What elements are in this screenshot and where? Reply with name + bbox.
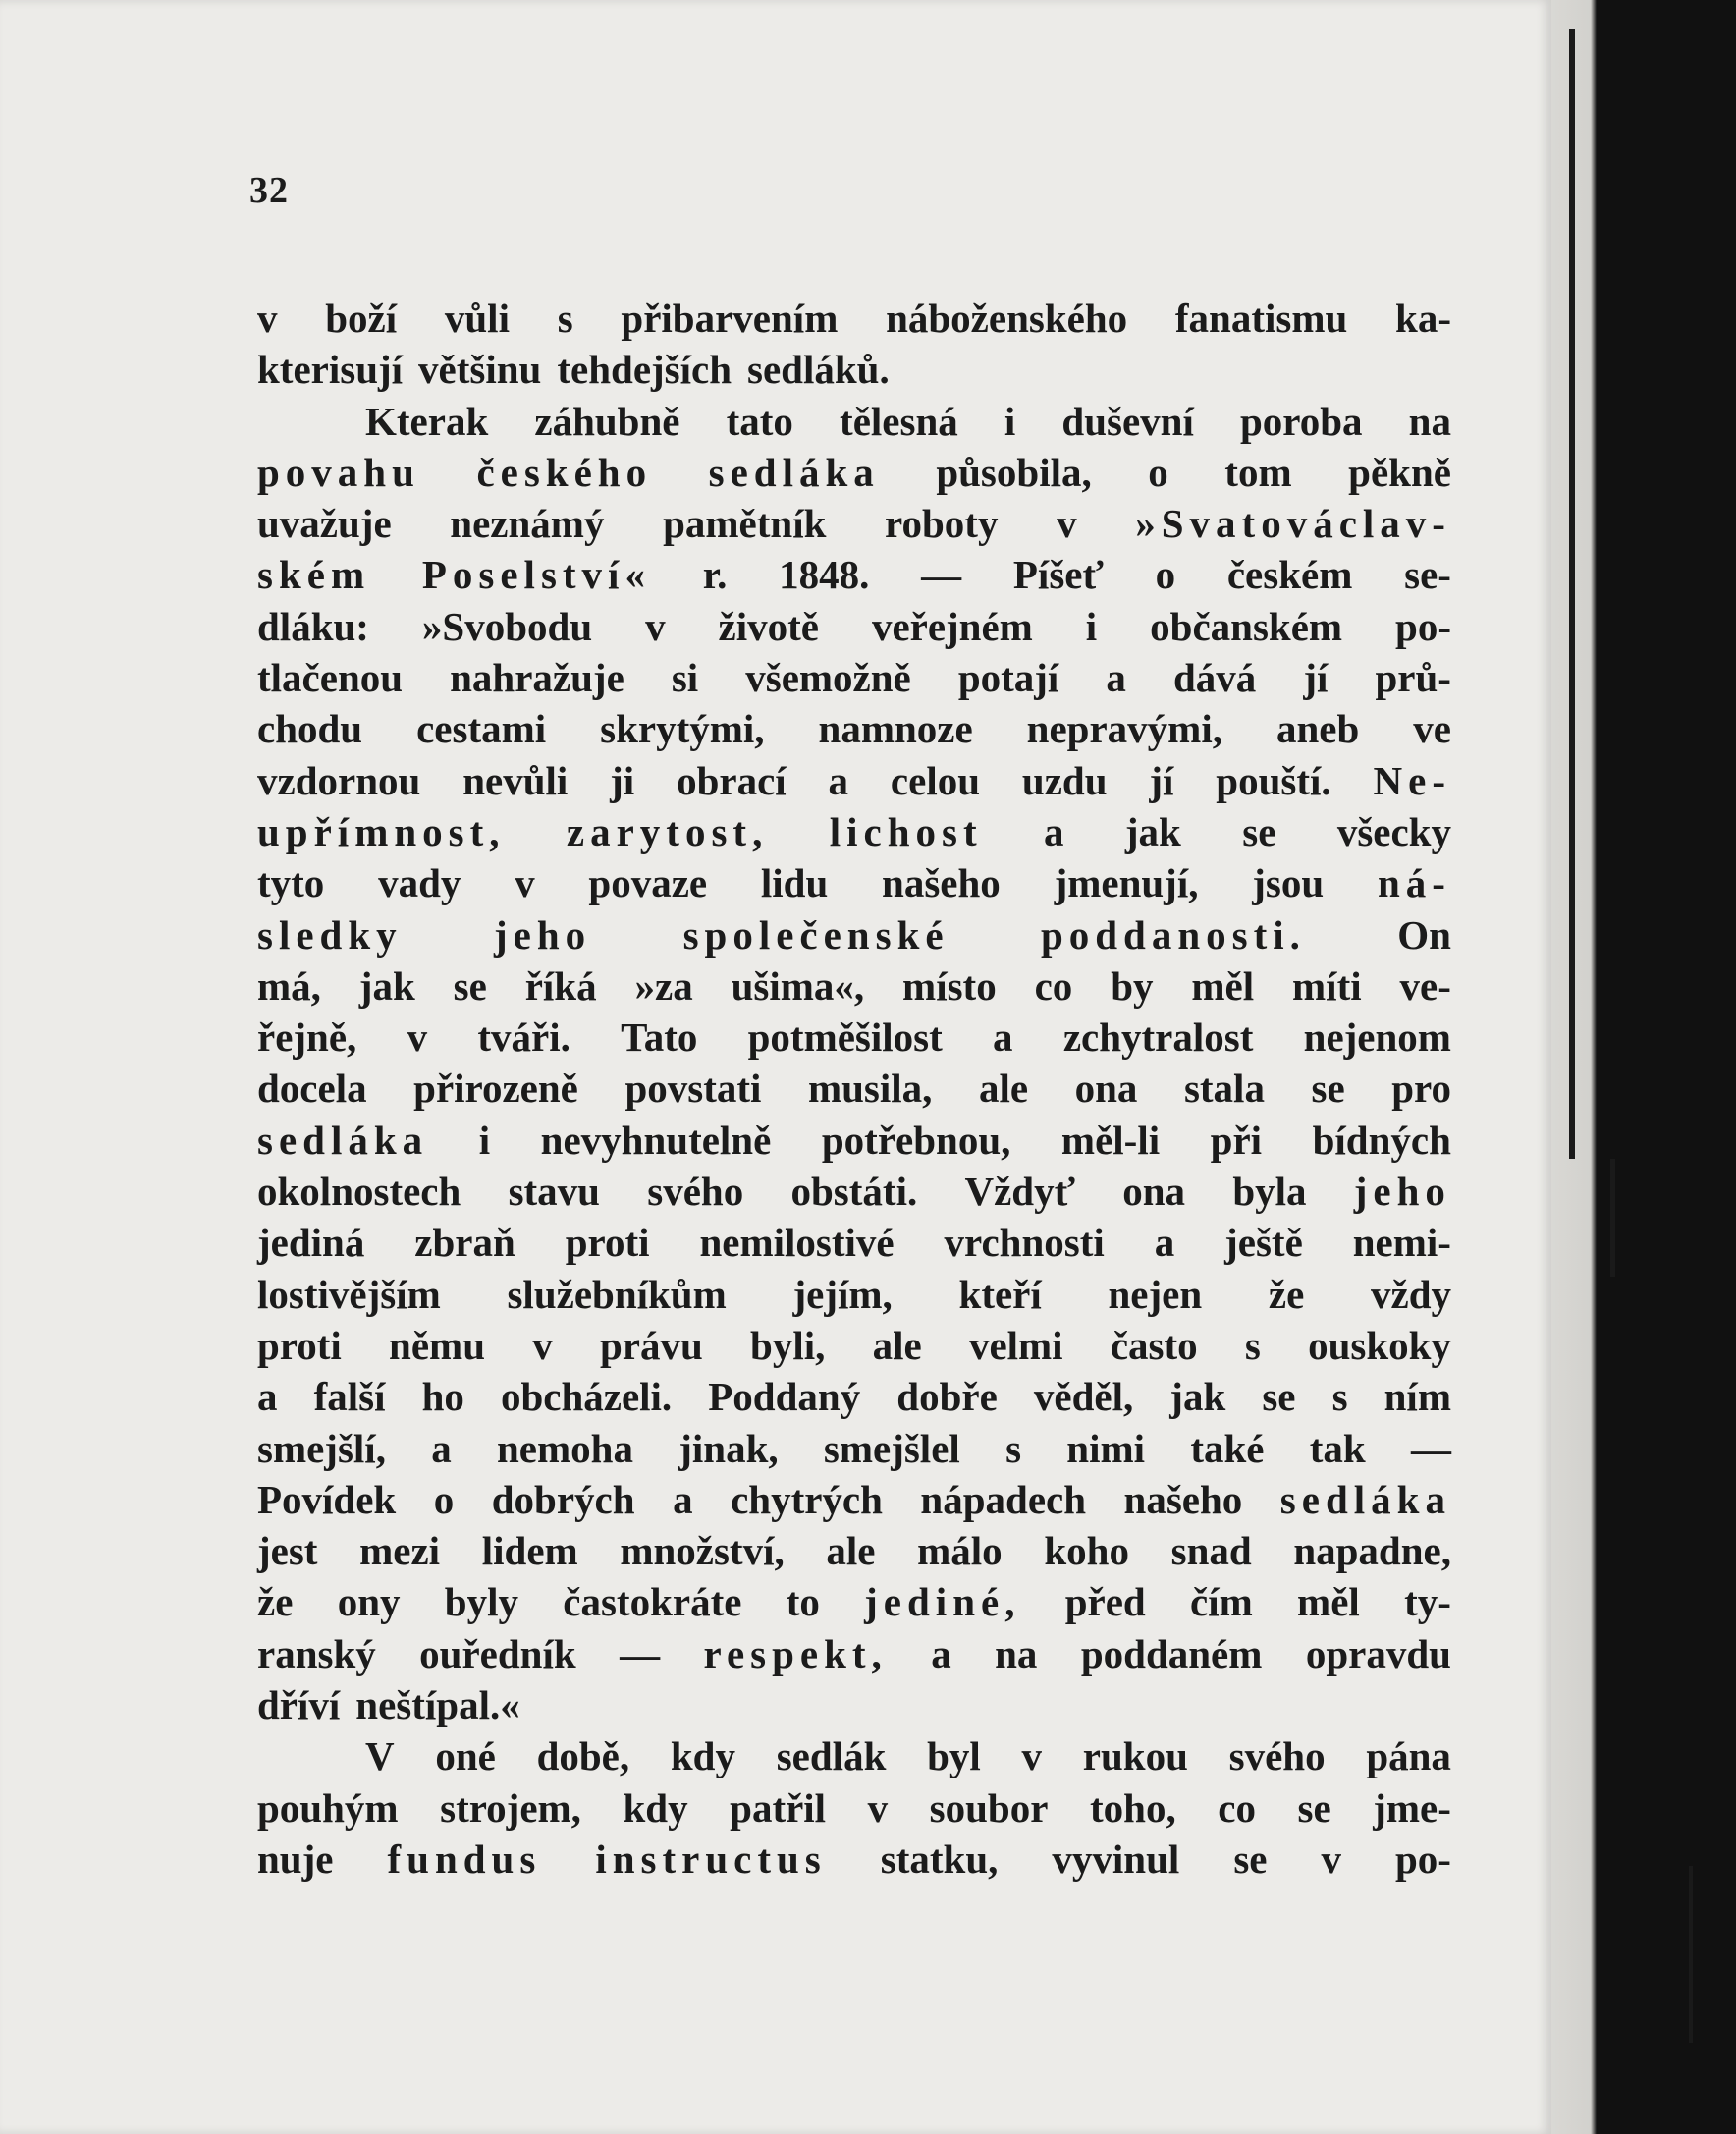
word: uzdu <box>1021 757 1108 803</box>
word: Ne- <box>1373 757 1451 803</box>
word: co <box>1034 962 1073 1009</box>
word: bídných <box>1312 1117 1451 1163</box>
word: ouskoky <box>1308 1322 1451 1368</box>
word: koho <box>1044 1528 1129 1574</box>
word: tlačenou <box>257 655 404 701</box>
word: opravdu <box>1305 1630 1451 1676</box>
word: vzdornou <box>257 757 421 803</box>
page-number: 32 <box>249 170 289 211</box>
word: sedláka <box>257 1117 429 1163</box>
word: měl <box>1191 962 1255 1009</box>
word: instructus <box>595 1835 827 1882</box>
word: a <box>828 757 849 803</box>
word: fundus <box>387 1835 542 1882</box>
word: svého <box>647 1169 744 1215</box>
word: v <box>1057 501 1077 547</box>
word: proti <box>257 1322 342 1368</box>
word: po- <box>1395 603 1451 649</box>
word: smejšlel <box>823 1425 960 1471</box>
word: ale <box>978 1066 1029 1112</box>
word: našeho <box>882 860 1001 906</box>
word: s <box>1331 1374 1348 1420</box>
word: Povídek <box>257 1476 397 1522</box>
word: — <box>921 552 962 598</box>
word: záhubně <box>534 398 680 444</box>
word: vyvinul <box>1052 1835 1180 1882</box>
word: neznámý <box>450 501 605 547</box>
text-line <box>257 755 1451 806</box>
text-line <box>257 1628 1451 1679</box>
word: si <box>671 655 699 701</box>
word: jak <box>1169 1374 1226 1420</box>
word: na <box>1408 398 1451 444</box>
word: že <box>257 1579 294 1625</box>
word: ty- <box>1404 1579 1451 1625</box>
word: tváři. <box>477 1014 570 1061</box>
word: jme- <box>1373 1784 1451 1831</box>
binding-mark <box>1569 29 1575 1159</box>
word: o <box>433 1476 455 1522</box>
word: se <box>1262 1374 1296 1420</box>
word: smejšlí, <box>257 1425 386 1471</box>
word: ji <box>610 757 635 803</box>
word: aneb <box>1275 706 1360 752</box>
word: Vždyť <box>964 1169 1075 1215</box>
word: byla <box>1232 1169 1307 1215</box>
word: nemi- <box>1352 1220 1451 1266</box>
word: právu <box>599 1322 703 1368</box>
word: v <box>532 1322 553 1368</box>
word: tyto <box>257 860 325 906</box>
word: poroba <box>1239 398 1363 444</box>
text-line <box>257 1269 1451 1320</box>
word: chytrých <box>731 1476 883 1522</box>
word: ušima«, <box>731 962 865 1009</box>
word: okolnostech <box>257 1169 461 1215</box>
word: s <box>1005 1425 1022 1471</box>
word: se <box>1242 808 1276 854</box>
word: »Svatováclav- <box>1135 501 1451 547</box>
word: jeho <box>494 911 592 958</box>
word: nemoha <box>496 1425 633 1471</box>
text-line <box>257 1474 1451 1525</box>
word: v <box>1021 1733 1043 1779</box>
word: jak <box>358 962 415 1009</box>
word: s <box>557 296 573 341</box>
text-line <box>257 960 1451 1012</box>
text-line <box>257 293 1451 344</box>
word: že <box>1268 1271 1305 1317</box>
word: prů- <box>1375 655 1451 701</box>
word: musila, <box>807 1066 933 1112</box>
word: kterisují <box>257 347 404 393</box>
word: stala <box>1183 1066 1265 1112</box>
word: společenské <box>682 911 949 958</box>
text-line <box>257 1833 1451 1885</box>
word: o <box>1148 449 1168 495</box>
word: se <box>1311 1066 1345 1112</box>
word: přibarvením <box>621 296 839 341</box>
word: v <box>645 603 666 649</box>
word: napadne, <box>1293 1528 1451 1574</box>
word: jsou <box>1252 860 1325 906</box>
word: kdy <box>623 1784 688 1831</box>
word: skrytými, <box>600 706 765 752</box>
word: jí <box>1303 655 1329 701</box>
word: nevyhnutelně <box>540 1117 772 1163</box>
word: to <box>786 1579 820 1625</box>
word: toho, <box>1089 1784 1176 1831</box>
word: docela <box>257 1066 367 1112</box>
word: i <box>1004 398 1016 444</box>
word: nevůli <box>462 757 569 803</box>
word: nejen <box>1108 1271 1203 1317</box>
word: neštípal.« <box>355 1682 520 1728</box>
word: ve- <box>1399 962 1451 1009</box>
word: pro <box>1391 1066 1451 1112</box>
word: ale <box>826 1528 876 1574</box>
word: byly <box>444 1579 518 1625</box>
word: nápadech <box>920 1476 1087 1522</box>
word: vůli <box>444 296 510 341</box>
word: v <box>867 1784 889 1831</box>
word: tak <box>1309 1425 1366 1471</box>
word: jejím, <box>792 1271 893 1317</box>
text-line <box>257 1320 1451 1371</box>
word: nemilostivé <box>699 1220 895 1266</box>
text-line <box>257 1576 1451 1627</box>
word: v <box>257 296 278 341</box>
word: patřil <box>730 1784 827 1831</box>
word: ony <box>337 1579 401 1625</box>
word: němu <box>389 1322 486 1368</box>
word: chodu <box>257 706 363 752</box>
word: ještě <box>1224 1220 1303 1266</box>
binding-mark <box>1610 1159 1615 1277</box>
word: strojem, <box>440 1784 581 1831</box>
word: — <box>620 1630 661 1676</box>
word: o <box>1155 552 1176 598</box>
word: sedláků. <box>747 347 890 393</box>
word: fanatismu <box>1174 296 1348 341</box>
word: lostivějším <box>257 1271 441 1317</box>
word: sedlák <box>776 1733 887 1779</box>
word: zarytost, <box>566 808 769 854</box>
word: služebníkům <box>507 1271 727 1317</box>
word: našeho <box>1123 1476 1243 1522</box>
text-line <box>257 909 1451 960</box>
word: občanském <box>1150 603 1343 649</box>
word: lidem <box>481 1528 578 1574</box>
word: pána <box>1366 1733 1451 1779</box>
word: jediné, <box>864 1579 1021 1625</box>
text-line <box>257 601 1451 652</box>
word: obrací <box>677 757 787 803</box>
word: se <box>453 962 487 1009</box>
text-line <box>257 1525 1451 1576</box>
word: měl-li <box>1060 1117 1161 1163</box>
word: velmi <box>968 1322 1063 1368</box>
word: lidu <box>760 860 829 906</box>
text-line <box>257 1679 1451 1730</box>
word: soubor <box>929 1784 1049 1831</box>
word: životě <box>718 603 819 649</box>
word: potměšilost <box>747 1014 943 1061</box>
word: pouští. <box>1216 757 1331 803</box>
body-text <box>257 293 1451 1885</box>
word: působila, <box>936 449 1092 495</box>
word: ka- <box>1395 296 1451 341</box>
word: 1848. <box>779 552 870 598</box>
text-line <box>257 1423 1451 1474</box>
word: době, <box>536 1733 630 1779</box>
word: ním <box>1383 1374 1451 1420</box>
word: obcházeli. <box>500 1374 673 1420</box>
text-line <box>257 447 1451 498</box>
word: ském <box>257 552 371 598</box>
word: všecky <box>1336 808 1451 854</box>
word: dává <box>1172 655 1257 701</box>
word: proti <box>565 1220 650 1266</box>
word: ho <box>421 1374 464 1420</box>
word: se <box>1233 1835 1268 1882</box>
word: se- <box>1404 552 1451 598</box>
text-line <box>257 396 1451 447</box>
word: a <box>431 1425 452 1471</box>
word: veřejném <box>871 603 1033 649</box>
word: sedláka <box>1279 1476 1451 1522</box>
word: míti <box>1292 962 1362 1009</box>
word: při <box>1210 1117 1263 1163</box>
word: sedláka <box>708 449 880 495</box>
text-line <box>257 652 1451 703</box>
word: kteří <box>958 1271 1042 1317</box>
word: dobře <box>896 1374 998 1420</box>
word: čím <box>1190 1579 1253 1625</box>
text-line <box>257 1012 1451 1063</box>
word: dříví <box>257 1682 341 1728</box>
text-line <box>257 703 1451 754</box>
word: vady <box>378 860 461 906</box>
word: má, <box>257 962 321 1009</box>
word: uvažuje <box>257 501 392 547</box>
word: a <box>1106 655 1126 701</box>
word: v <box>1321 1835 1341 1882</box>
text-line <box>257 549 1451 600</box>
text-line <box>257 1782 1451 1833</box>
text-line <box>257 498 1451 549</box>
word: jeho <box>1353 1169 1451 1215</box>
word: věděl, <box>1033 1374 1134 1420</box>
word: tato <box>726 398 793 444</box>
text-line <box>257 1371 1451 1422</box>
text-line <box>257 1730 1451 1781</box>
word: Kterak <box>365 398 489 444</box>
word: tom <box>1224 449 1292 495</box>
word: s <box>1244 1322 1261 1368</box>
word: zbraň <box>414 1220 515 1266</box>
word: jediná <box>257 1220 365 1266</box>
word: Poddaný <box>708 1374 861 1420</box>
word: a <box>257 1374 278 1420</box>
word: nejenom <box>1303 1014 1451 1061</box>
word: snad <box>1170 1528 1252 1574</box>
word: oné <box>435 1733 496 1779</box>
word: namnoze <box>818 706 973 752</box>
word: dláku: <box>257 603 369 649</box>
word: kdy <box>670 1733 735 1779</box>
word: potřebnou, <box>821 1117 1011 1163</box>
word: by <box>1111 962 1154 1009</box>
word: jest <box>257 1528 318 1574</box>
word: cestami <box>416 706 547 752</box>
word: roboty <box>885 501 999 547</box>
text-line <box>257 806 1451 857</box>
word: pěkně <box>1348 449 1451 495</box>
text-line <box>257 1115 1451 1166</box>
word: v <box>407 1014 428 1061</box>
text-line <box>257 857 1451 908</box>
word: se <box>1297 1784 1331 1831</box>
word: před <box>1064 1579 1146 1625</box>
word: Píšeť <box>1012 552 1104 598</box>
word: povahu <box>257 449 420 495</box>
word: měl <box>1297 1579 1360 1625</box>
word: pouhým <box>257 1784 399 1831</box>
word: a <box>1154 1220 1175 1266</box>
text-line <box>257 1217 1451 1268</box>
word: svého <box>1228 1733 1326 1779</box>
word: ná- <box>1377 860 1451 906</box>
word: co <box>1218 1784 1256 1831</box>
word: »Svobodu <box>421 603 593 649</box>
word: jmenují, <box>1054 860 1199 906</box>
word: r. <box>702 552 728 598</box>
word: Poselství« <box>421 552 651 598</box>
word: nimi <box>1066 1425 1146 1471</box>
word: mezi <box>359 1528 441 1574</box>
text-line <box>257 1063 1451 1114</box>
word: obstáti. <box>790 1169 918 1215</box>
word: a <box>1044 808 1064 854</box>
word: »za <box>634 962 693 1009</box>
word: ranský <box>257 1630 376 1676</box>
page-edge-shadow <box>1551 0 1736 2134</box>
word: jak <box>1124 808 1181 854</box>
word: ouředník <box>419 1630 576 1676</box>
word: také <box>1190 1425 1265 1471</box>
word: a <box>993 1014 1013 1061</box>
word: stavu <box>508 1169 600 1215</box>
word: V <box>365 1733 395 1779</box>
word: přirozeně <box>413 1066 578 1112</box>
word: zchytralost <box>1062 1014 1254 1061</box>
word: i <box>1085 603 1098 649</box>
word: boží <box>325 296 398 341</box>
word: povaze <box>588 860 708 906</box>
word: potají <box>957 655 1059 701</box>
word: jinak, <box>678 1425 779 1471</box>
word: — <box>1410 1425 1451 1471</box>
word: byl <box>927 1733 981 1779</box>
word: tělesná <box>840 398 958 444</box>
word: říká <box>524 962 597 1009</box>
word: málo <box>917 1528 1003 1574</box>
word: ona <box>1122 1169 1186 1215</box>
word: duševní <box>1061 398 1194 444</box>
word: v <box>515 860 535 906</box>
word: poddanosti. <box>1040 911 1306 958</box>
word: nepravými, <box>1026 706 1222 752</box>
text-line <box>257 1166 1451 1217</box>
word: jí <box>1149 757 1174 803</box>
word: po- <box>1395 1835 1451 1882</box>
word: řejně, <box>257 1014 357 1061</box>
word: tehdejších <box>557 347 732 393</box>
word: pamětník <box>663 501 827 547</box>
word: i <box>478 1117 491 1163</box>
word: nahražuje <box>450 655 624 701</box>
word: nuje <box>257 1835 334 1882</box>
word: většinu <box>418 347 542 393</box>
word: množství, <box>620 1528 785 1574</box>
word: sledky <box>257 911 403 958</box>
word: rukou <box>1082 1733 1188 1779</box>
binding-mark <box>1689 1866 1693 2043</box>
word: místo <box>902 962 997 1009</box>
word: náboženského <box>886 296 1128 341</box>
word: častokráte <box>563 1579 742 1625</box>
word: respekt, <box>703 1630 888 1676</box>
word: falší <box>313 1374 386 1420</box>
word: celou <box>890 757 981 803</box>
word: On <box>1397 911 1451 958</box>
word: povstati <box>624 1066 762 1112</box>
word: ve <box>1413 706 1451 752</box>
word: ale <box>872 1322 922 1368</box>
word: lichost <box>829 808 983 854</box>
word: byli, <box>750 1322 826 1368</box>
word: českého <box>476 449 653 495</box>
word: statku, <box>880 1835 999 1882</box>
text-line <box>257 344 1451 395</box>
word: českém <box>1226 552 1353 598</box>
word: často <box>1110 1322 1198 1368</box>
word: poddaném <box>1080 1630 1263 1676</box>
word: upřímnost, <box>257 808 506 854</box>
word: všemožně <box>745 655 911 701</box>
word: dobrých <box>491 1476 635 1522</box>
word: vrchnosti <box>944 1220 1105 1266</box>
word: a <box>673 1476 693 1522</box>
word: Tato <box>621 1014 698 1061</box>
word: a <box>931 1630 951 1676</box>
word: ona <box>1074 1066 1138 1112</box>
word: na <box>995 1630 1038 1676</box>
word: vždy <box>1371 1271 1451 1317</box>
